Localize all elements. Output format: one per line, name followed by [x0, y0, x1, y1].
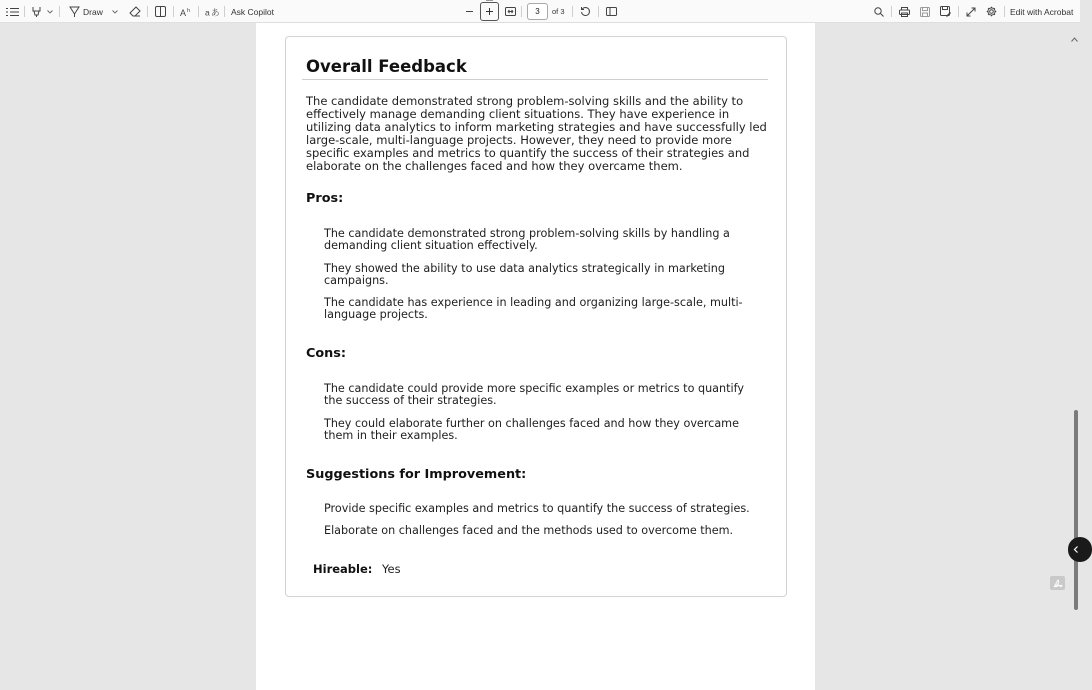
toolbar-divider — [572, 6, 573, 17]
text-box-icon[interactable] — [153, 0, 167, 23]
draw-label: Draw — [83, 6, 103, 17]
page-total-label: of 3 — [552, 7, 565, 16]
cons-item: The candidate could provide more specific examples or metrics to quantify the success of their strategies. — [324, 382, 744, 408]
ask-copilot-button[interactable] — [231, 0, 277, 23]
pros-item: The candidate demonstrated strong problem-solving skills by handling a demanding client situation effectively. — [324, 227, 730, 253]
edit-with-acrobat-button[interactable] — [1010, 0, 1076, 23]
svg-text:あ: あ — [210, 7, 220, 17]
fit-page-icon[interactable] — [503, 0, 517, 23]
toolbar-divider — [59, 6, 60, 17]
feedback-heading: Overall Feedback — [306, 57, 467, 76]
list-icon[interactable] — [4, 0, 20, 23]
translate-icon[interactable] — [203, 0, 219, 23]
chevron-left-icon — [1073, 546, 1079, 553]
cons-heading: Cons: — [306, 346, 347, 361]
ask-copilot-label: Ask Copilot — [231, 6, 274, 17]
save-icon[interactable] — [918, 0, 932, 23]
heading-divider — [302, 79, 768, 80]
scroll-up-arrow[interactable] — [1071, 27, 1078, 46]
toolbar-divider — [1004, 6, 1005, 17]
plus-icon[interactable] — [480, 0, 499, 23]
copilot-side-tab[interactable] — [1068, 537, 1092, 562]
toolbar-divider — [598, 6, 599, 17]
toolbar-divider — [198, 6, 199, 17]
toolbar-divider — [24, 6, 25, 17]
rotate-icon[interactable] — [578, 0, 592, 23]
edit-with-acrobat-label: Edit with Acrobat — [1010, 6, 1074, 17]
pros-item: The candidate has experience in leading and organizing large-scale, multi-language projects. — [324, 296, 743, 322]
eraser-icon[interactable] — [128, 0, 142, 23]
page-number-input[interactable] — [527, 3, 548, 20]
pros-item: They showed the ability to use data analytics strategically in marketing campaigns. — [324, 262, 725, 288]
search-icon[interactable] — [872, 0, 886, 23]
page-total — [552, 0, 568, 23]
save-as-icon[interactable] — [938, 0, 952, 23]
toolbar-divider — [224, 6, 225, 17]
acrobat-icon[interactable] — [1050, 576, 1065, 590]
gear-icon[interactable] — [984, 0, 998, 23]
pros-heading: Pros: — [306, 191, 344, 206]
expand-icon[interactable] — [964, 0, 978, 23]
suggestion-item: Elaborate on challenges faced and the methods used to overcome them. — [324, 524, 734, 537]
chevron-down-icon[interactable] — [110, 0, 120, 23]
toolbar-divider — [173, 6, 174, 17]
read-aloud-icon[interactable] — [178, 0, 194, 23]
zoom-out-button[interactable] — [462, 0, 476, 23]
cons-item: They could elaborate further on challenges faced and how they overcame them in their examples. — [324, 417, 739, 443]
scrollbar-thumb[interactable] — [1074, 410, 1078, 610]
print-icon[interactable] — [897, 0, 911, 23]
hireable-label: Hireable: — [313, 562, 373, 576]
highlighter-icon[interactable] — [29, 0, 43, 23]
toolbar-divider — [891, 6, 892, 17]
draw-button[interactable] — [83, 0, 109, 23]
pdf-toolbar — [0, 0, 1080, 23]
svg-text:a: a — [204, 7, 210, 17]
chevron-down-icon[interactable] — [45, 0, 55, 23]
suggestions-heading: Suggestions for Improvement: — [306, 467, 527, 482]
toolbar-divider — [958, 6, 959, 17]
feedback-summary: The candidate demonstrated strong problem-solving skills and the ability to effectively manage demanding client situations. They have experience in utilizing data analytics to inform marketing strategies and have successfully led large-scale, multi-language projects. However, they need to provide more specific examples and metrics to quantify the success of their strategies and elaborate on the challenges faced and how they overcame them. — [306, 94, 767, 174]
suggestion-item: Provide specific examples and metrics to quantify the success of strategies. — [324, 502, 750, 515]
toolbar-divider — [147, 6, 148, 17]
minus-icon — [465, 7, 474, 16]
toolbar-divider — [521, 6, 522, 17]
hireable-value: Yes — [382, 562, 401, 576]
svg-text:h: h — [186, 7, 190, 14]
pen-icon[interactable] — [67, 0, 81, 23]
page-view-icon[interactable] — [604, 0, 618, 23]
svg-text:A: A — [179, 7, 186, 18]
